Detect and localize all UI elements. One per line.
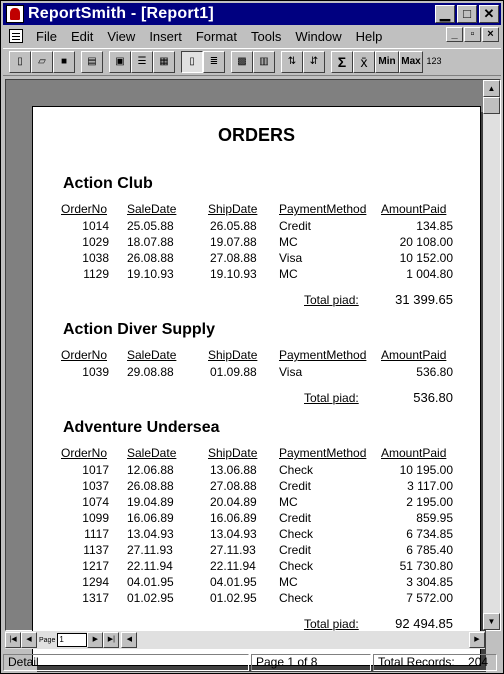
table-cell: 1038 [82,251,109,265]
table-cell: Check [279,591,314,605]
maximize-button[interactable]: □ [457,5,477,23]
table-cell: 16.06.89 [210,511,257,525]
multi-column-icon[interactable]: ≣ [203,51,225,73]
status-mode: Detail [3,654,249,671]
table-cell: 20.04.89 [210,495,257,509]
table-cell: 3 117.00 [407,479,453,493]
total-value: 92 494.85 [395,616,453,631]
table-cell: 1014 [82,219,109,233]
column-header: ShipDate [208,348,258,362]
table-cell: Credit [279,219,312,233]
menu-edit[interactable]: Edit [70,28,94,44]
window-title: ReportSmith - [Report1] [28,5,214,22]
table-cell: 25.05.88 [127,219,174,233]
table-cell: 19.10.93 [127,267,174,281]
report-document-area [5,79,501,631]
column-header: OrderNo [61,446,108,460]
table-cell: 1029 [82,235,109,249]
table-cell: 26.05.88 [210,219,257,233]
column-header: SaleDate [127,446,177,460]
sum-button[interactable]: Σ [331,51,353,73]
column-header: AmountPaid [381,348,447,362]
table-cell: 04.01.95 [127,575,174,589]
table-cell: 13.06.88 [210,463,257,477]
column-header: AmountPaid [381,446,447,460]
table-cell: 27.11.93 [127,543,173,557]
column-header: ShipDate [208,446,258,460]
table-cell: 27.11.93 [210,543,256,557]
table-cell: 13.04.93 [127,527,174,541]
table-cell: 01.02.95 [127,591,174,605]
table-cell: 26.08.88 [127,251,174,265]
column-header: PaymentMethod [279,446,367,460]
column-header: OrderNo [61,348,108,362]
table-cell: 19.04.89 [127,495,174,509]
doc-close-button[interactable]: × [482,27,499,42]
table-cell: 16.06.89 [127,511,174,525]
table-cell: 29.08.88 [127,365,174,379]
column-header: SaleDate [127,202,177,216]
new-report-icon[interactable]: ▯ [9,51,31,73]
table-cell: 12.06.88 [127,463,174,477]
preview-icon[interactable]: ▦ [153,51,175,73]
vertical-scrollbar[interactable] [483,80,500,630]
table-cell: 1317 [82,591,109,605]
table-cell: 1137 [83,543,109,557]
scroll-thumb[interactable] [483,97,500,114]
table-cell: 1294 [82,575,109,589]
column-header: PaymentMethod [279,348,367,362]
column-header: SaleDate [127,348,177,362]
total-value: 31 399.65 [395,292,453,307]
table-cell: 22.11.94 [210,559,256,573]
menu-window[interactable]: Window [295,28,342,44]
min-button[interactable]: Min [375,51,399,73]
prev-page-icon[interactable]: ◀ [21,632,37,648]
table-cell: 19.07.88 [210,235,257,249]
average-button[interactable]: x̄ [353,51,375,73]
status-bar [3,652,501,672]
reportsmith-app-icon[interactable] [6,5,24,23]
table-cell: Check [279,463,314,477]
column-header: OrderNo [61,202,108,216]
table-cell: MC [279,267,298,281]
table-cell: 51 730.80 [399,559,453,573]
menu-view[interactable]: View [107,28,136,44]
total-label: Total piad: [304,391,359,405]
menu-file[interactable]: File [36,28,57,44]
page-label: Page [39,636,56,644]
table-cell: 6 785.40 [406,543,453,557]
scroll-down-icon[interactable]: ▼ [483,613,500,630]
table-cell: 134.85 [416,219,453,233]
next-page-icon[interactable]: ▶ [87,632,103,648]
print-icon[interactable]: ▤ [81,51,103,73]
table-cell: Credit [279,479,312,493]
table-cell: 1129 [83,267,109,281]
total-label: Total piad: [304,293,359,307]
report-title: ORDERS [217,125,295,145]
group-name: Action Diver Supply [63,321,216,338]
column-header: PaymentMethod [279,202,367,216]
table-cell: 10 152.00 [399,251,453,265]
total-value: 536.80 [413,390,453,405]
group-name: Adventure Undersea [63,419,220,436]
last-page-icon[interactable]: ▶| [103,632,119,648]
table-cell: 1099 [82,511,109,525]
table-cell: 10 195.00 [399,463,453,477]
count-button[interactable]: 123 [426,56,442,66]
page-input[interactable]: 1 [57,633,87,647]
scroll-up-icon[interactable]: ▲ [483,80,500,97]
scroll-right-icon[interactable]: ▶ [469,632,485,648]
list-view-icon[interactable]: ☰ [131,51,153,73]
table-cell: Credit [279,543,312,557]
table-cell: Check [279,527,314,541]
title-bar[interactable] [3,3,501,25]
select-icon[interactable]: ⇵ [303,51,325,73]
table-cell: 1217 [82,559,109,573]
save-disk-icon[interactable]: ■ [53,51,75,73]
menu-format[interactable]: Format [195,28,237,44]
scroll-left-icon[interactable]: ◀ [121,632,137,648]
table-cell: 6 734.85 [406,527,453,541]
column-header: ShipDate [208,202,258,216]
table-cell: 536.80 [416,365,453,379]
table-cell: 3 304.85 [406,575,453,589]
table-cell: 1 004.80 [406,267,453,281]
table-cell: 7 572.00 [406,591,453,605]
doc-minimize-button[interactable]: _ [446,27,463,42]
table-cell: Check [279,559,314,573]
table-cell: 859.95 [416,511,453,525]
table-cell: 20 108.00 [399,235,453,249]
column-header: AmountPaid [381,202,447,216]
table-cell: 01.02.95 [210,591,257,605]
table-cell: Visa [279,365,303,379]
table-cell: 1117 [84,527,109,541]
sort-icon[interactable]: ⇅ [281,51,303,73]
derived-field-icon[interactable]: ▥ [253,51,275,73]
toolbar [3,48,501,76]
table-cell: 27.08.88 [210,479,257,493]
table-cell: MC [279,575,298,589]
table-cell: 19.10.93 [210,267,257,281]
table-cell: 2 195.00 [406,495,453,509]
menu-bar [3,26,501,46]
minimize-button[interactable]: ▁ [435,5,455,23]
table-cell: 01.09.88 [210,365,257,379]
table-cell: 18.07.88 [127,235,174,249]
close-button[interactable]: ✕ [479,5,499,23]
table-cell: MC [279,235,298,249]
group-name: Action Club [63,175,153,192]
menu-insert[interactable]: Insert [149,28,182,44]
single-column-icon[interactable]: ▯ [181,51,203,73]
menu-tools[interactable]: Tools [251,28,282,44]
first-page-icon[interactable]: |◀ [5,632,21,648]
menu-help[interactable]: Help [355,28,383,44]
table-cell: 1037 [82,479,109,493]
status-page: Page 1 of 8 [251,654,371,671]
table-cell: 1074 [82,495,109,509]
report-page [32,106,481,666]
page-navigator [5,631,485,649]
table-cell: 27.08.88 [210,251,257,265]
table-cell: 13.04.93 [210,527,257,541]
max-button[interactable]: Max [399,51,423,73]
table-cell: Credit [279,511,312,525]
status-records: Total Records: 204 [373,654,497,671]
table-cell: 04.01.95 [210,575,257,589]
doc-restore-button[interactable]: ▫ [464,27,481,42]
document-icon[interactable] [9,29,23,43]
table-cell: Visa [279,251,303,265]
page-view-icon[interactable]: ▣ [109,51,131,73]
calculator-icon[interactable]: ▩ [231,51,253,73]
table-cell: 26.08.88 [127,479,174,493]
table-cell: 1039 [82,365,109,379]
total-label: Total piad: [304,617,359,631]
open-folder-icon[interactable]: ▱ [31,51,53,73]
table-cell: MC [279,495,298,509]
table-cell: 1017 [82,463,109,477]
table-cell: 22.11.94 [127,559,173,573]
